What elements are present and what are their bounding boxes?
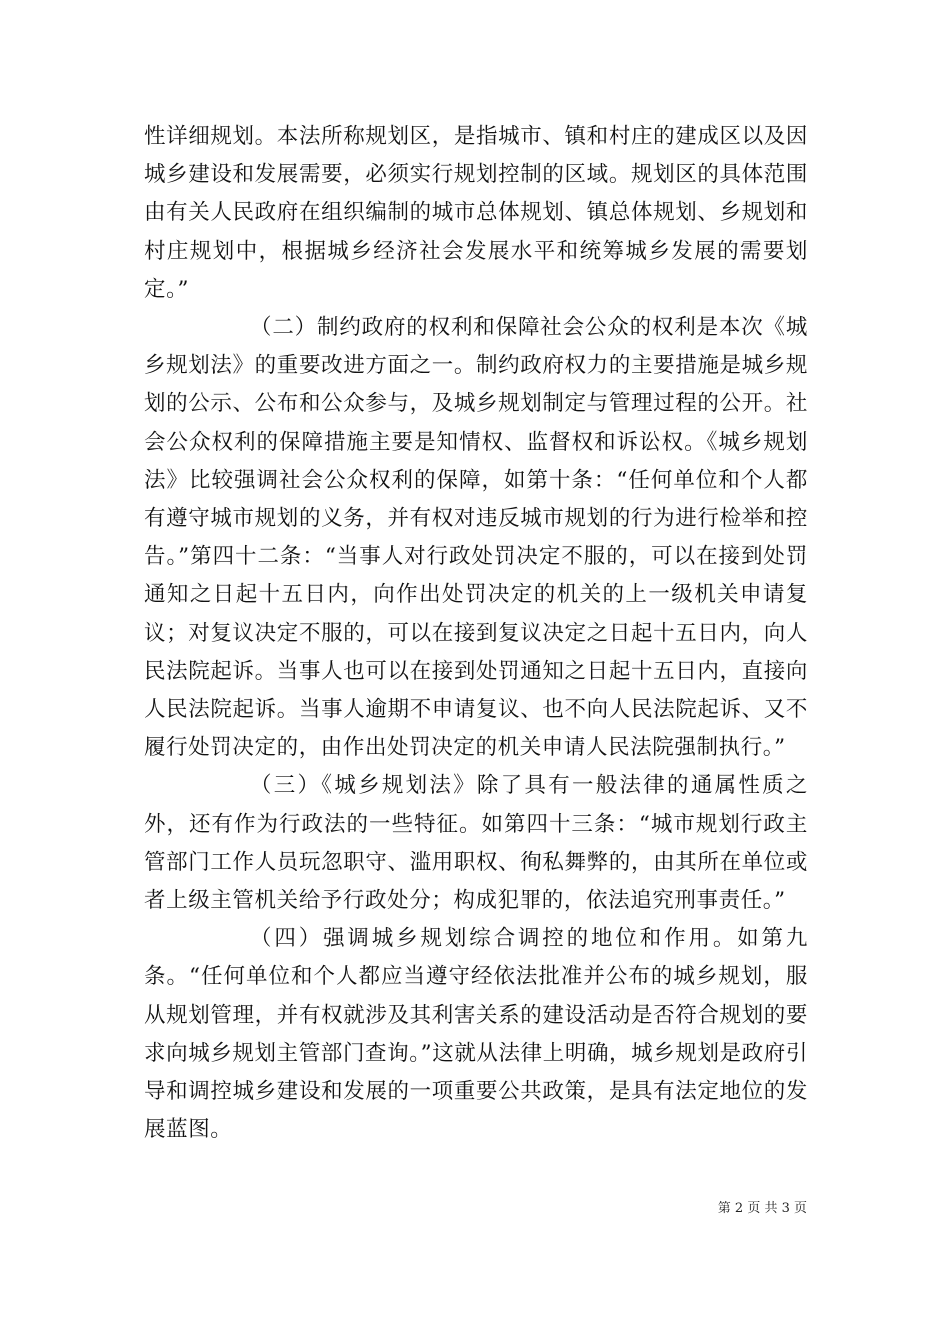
body-text [144, 118, 808, 1149]
page-number: 第 2 页 共 3 页 [717, 1201, 807, 1216]
paragraph-continued: 性详细规划。本法所称规划区，是指城市、镇和村庄的建成区以及因城乡建设和发展需要，必须实行规划控制的区域。规划区的具体范围由有关人民政府在组织编制的城市总体规划、镇总体规划、乡规划和村庄规划中，根据城乡经济社会发展水平和统筹城乡发展的需要划定。” [144, 124, 808, 302]
paragraph-section-3: （三）《城乡规划法》除了具有一般法律的通属性质之外，还有作为行政法的一些特征。如第四十三条：“城市规划行政主管部门工作人员玩忽职守、滥用职权、徇私舞弊的，由其所在单位或者上级主管机关给予行政处分；构成犯罪的，依法追究刑事责任。” [144, 773, 808, 914]
paragraph-section-2: （二）制约政府的权利和保障社会公众的权利是本次《城乡规划法》的重要改进方面之一。制约政府权力的主要措施是城乡规划的公示、公布和公众参与，及城乡规划制定与管理过程的公开。社会公众权利的保障措施主要是知情权、监督权和诉讼权。《城乡规划法》比较强调社会公众权利的保障，如第十条：“任何单位和个人都有遵守城市规划的义务，并有权对违反城市规划的行为进行检举和控告。”第四十二条：“当事人对行政处罚决定不服的，可以在接到处罚通知之日起十五日内，向作出处罚决定的机关的上一级机关申请复议；对复议决定不服的，可以在接到复议决定之日起十五日内，向人民法院起诉。当事人也可以在接到处罚通知之日起十五日内，直接向人民法院起诉。当事人逾期不申请复议、也不向人民法院起诉、又不履行处罚决定的，由作出处罚决定的机关申请人民法院强制执行。” [144, 315, 808, 761]
paragraph-section-4: （四）强调城乡规划综合调控的地位和作用。如第九条。“任何单位和个人都应当遵守经依法批准并公布的城乡规划，服从规划管理，并有权就涉及其利害关系的建设活动是否符合规划的要求向城乡规划主管部门查询。”这就从法律上明确，城乡规划是政府引导和调控城乡建设和发展的一项重要公共政策，是具有法定地位的发展蓝图。 [144, 926, 808, 1143]
